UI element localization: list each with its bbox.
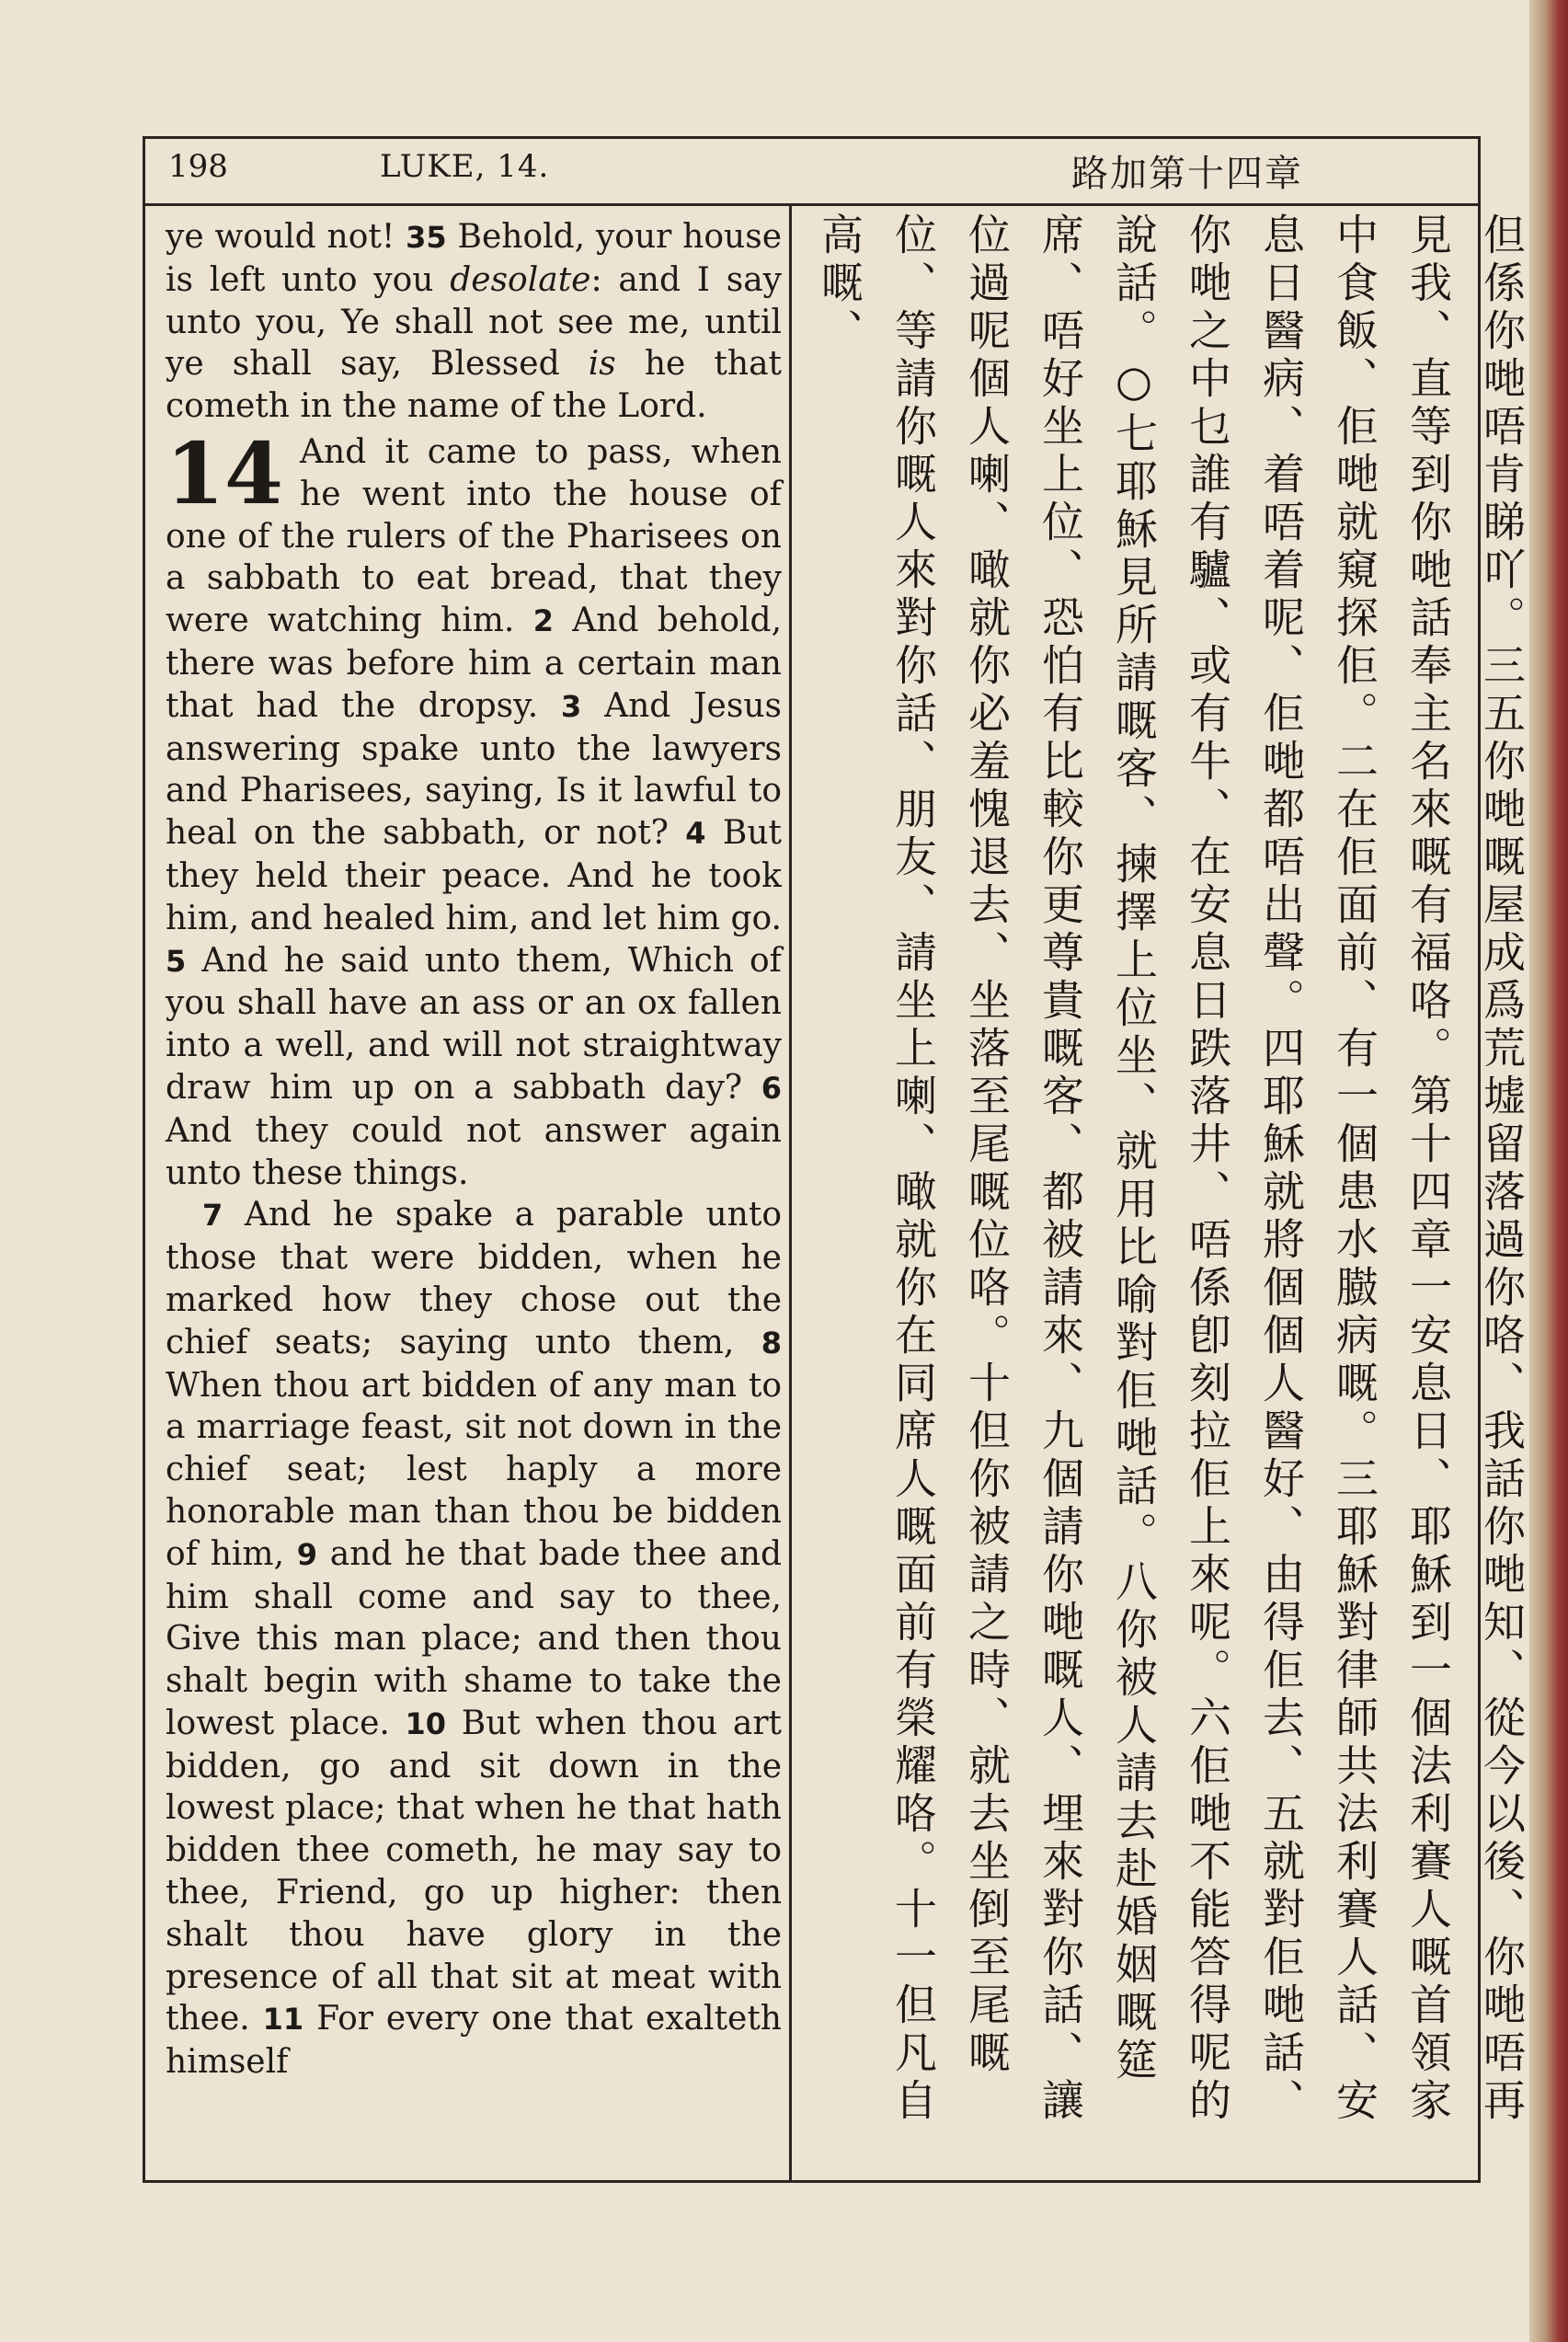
verse-number: 3: [560, 688, 582, 724]
verse-number: 7: [202, 1198, 223, 1234]
text-run: When thou art bidden of any man to a marriage feast, sit not down in the chief seat; lest haply a more honorable man than thou be bidden of him,: [166, 1366, 782, 1573]
paragraph-chapter-13-end: [166, 216, 782, 428]
verse-number: 9: [296, 1536, 318, 1572]
text-run: and he that bade thee and him shall come and say to thee, Give this man place; and then thou shalt begin with shame to take the lowest place.: [166, 1534, 782, 1742]
verse-number: 5: [166, 943, 187, 979]
text-run: And he said unto them, Which of you shall have an ass or an ox fallen into a well, and will not straightway draw him up on a sabbath day?: [166, 941, 782, 1107]
text-run: And they could not answer again unto these things.: [166, 1111, 782, 1192]
verse-number: 35: [406, 220, 447, 255]
paragraph-verses-7-11: [166, 1194, 782, 2084]
text-run: And it came to pass, when he went into the house of one of the rulers of the Pharisees on a sabbath to eat bread, that they were watching him.: [166, 432, 782, 640]
column-divider: [789, 203, 792, 2183]
text-run: And behold, there was before him a certain man that had the dropsy.: [166, 602, 783, 725]
text-run: And Jesus answering spake unto the lawyers and Pharisees, saying, Is it lawful to heal on the sabbath, or not?: [166, 686, 782, 853]
text-run: For every one that exalteth himself: [166, 2000, 782, 2082]
english-column: [166, 216, 782, 2174]
chinese-column: [803, 212, 1527, 2172]
text-run: ye would not!: [166, 218, 406, 256]
verse-number: 4: [685, 816, 706, 852]
chapter-number: 14: [166, 423, 284, 523]
text-run: : and I say unto you, Ye shall not see me, until ye shall say, Blessed: [166, 260, 782, 384]
page-header: [145, 139, 1478, 206]
chapter-14-start: [166, 423, 783, 1194]
italic-word: is: [588, 345, 616, 384]
text-run: And he spake a parable unto those that were bidden, when he marked how they chose out the chief seats; saying unto them,: [166, 1196, 782, 1361]
text-run: But when thou art bidden, go and sit down in the lowest place; that when he that hath bidden thee cometh, he may say to thee, Friend, go up higher: then shalt thou have glory in the presence of all that sit at meat with thee.: [166, 1704, 782, 2038]
page-frame: [143, 136, 1527, 2183]
text-run: Behold, your house is left unto you: [166, 218, 782, 299]
verse-number: 2: [532, 603, 554, 639]
verse-number: 11: [262, 2002, 304, 2038]
verse-number: 8: [761, 1325, 782, 1360]
verse-number: 6: [761, 1070, 782, 1106]
chinese-vertical-text: 但係你哋唔肯睇吖。三五你哋嘅屋成爲荒墟留落過你咯、我話你哋知、從今以後、你哋唔再見我、直等到你哋話奉主名來嘅有福咯。第十四章一安息日、耶穌到一個法利賽人嘅首領家中食飯、佢哋就窺探佢。二在佢面前、有一個患水臌病嘅。三耶穌對律師共法利賽人話、安息日醫病、着唔着呢、佢哋都唔出聲。四耶穌就將個個人醫好、由得佢去、五就對佢哋話、你哋之中乜誰有驢、或有牛、在安息日跌落井、唔係卽刻拉佢上來呢。六佢哋不能答得呢的說話。○七耶穌見所請嘅客、揀擇上位坐、就用比喻對佢哋話。八你被人請去赴婚姻嘅筵席、唔好坐上位、恐怕有比較你更尊貴嘅客、都被請來、九個請你哋嘅人、埋來對你話、讓位過呢個人喇、噉就你必羞愧退去、坐落至尾嘅位咯。十但你被請之時、就去坐倒至尾嘅位、等請你嘅人來對你話、朋友、請坐上喇、噉就你在同席人嘅面前有榮耀咯。十一但凡自高嘅、: [815, 212, 1527, 2126]
text-run: But they held their peace. And he took him, and healed him, and let him go.: [166, 814, 782, 937]
text-run: he that cometh in the name of the Lord.: [166, 345, 782, 426]
italic-word: desolate: [450, 260, 591, 299]
chinese-chapter-title: 路加第十四章: [1071, 153, 1303, 195]
verse-number: 10: [405, 1705, 447, 1741]
page-number: 198: [168, 148, 228, 185]
running-title: LUKE, 14.: [380, 148, 550, 185]
paragraph-verses-1-6: [166, 423, 783, 1194]
